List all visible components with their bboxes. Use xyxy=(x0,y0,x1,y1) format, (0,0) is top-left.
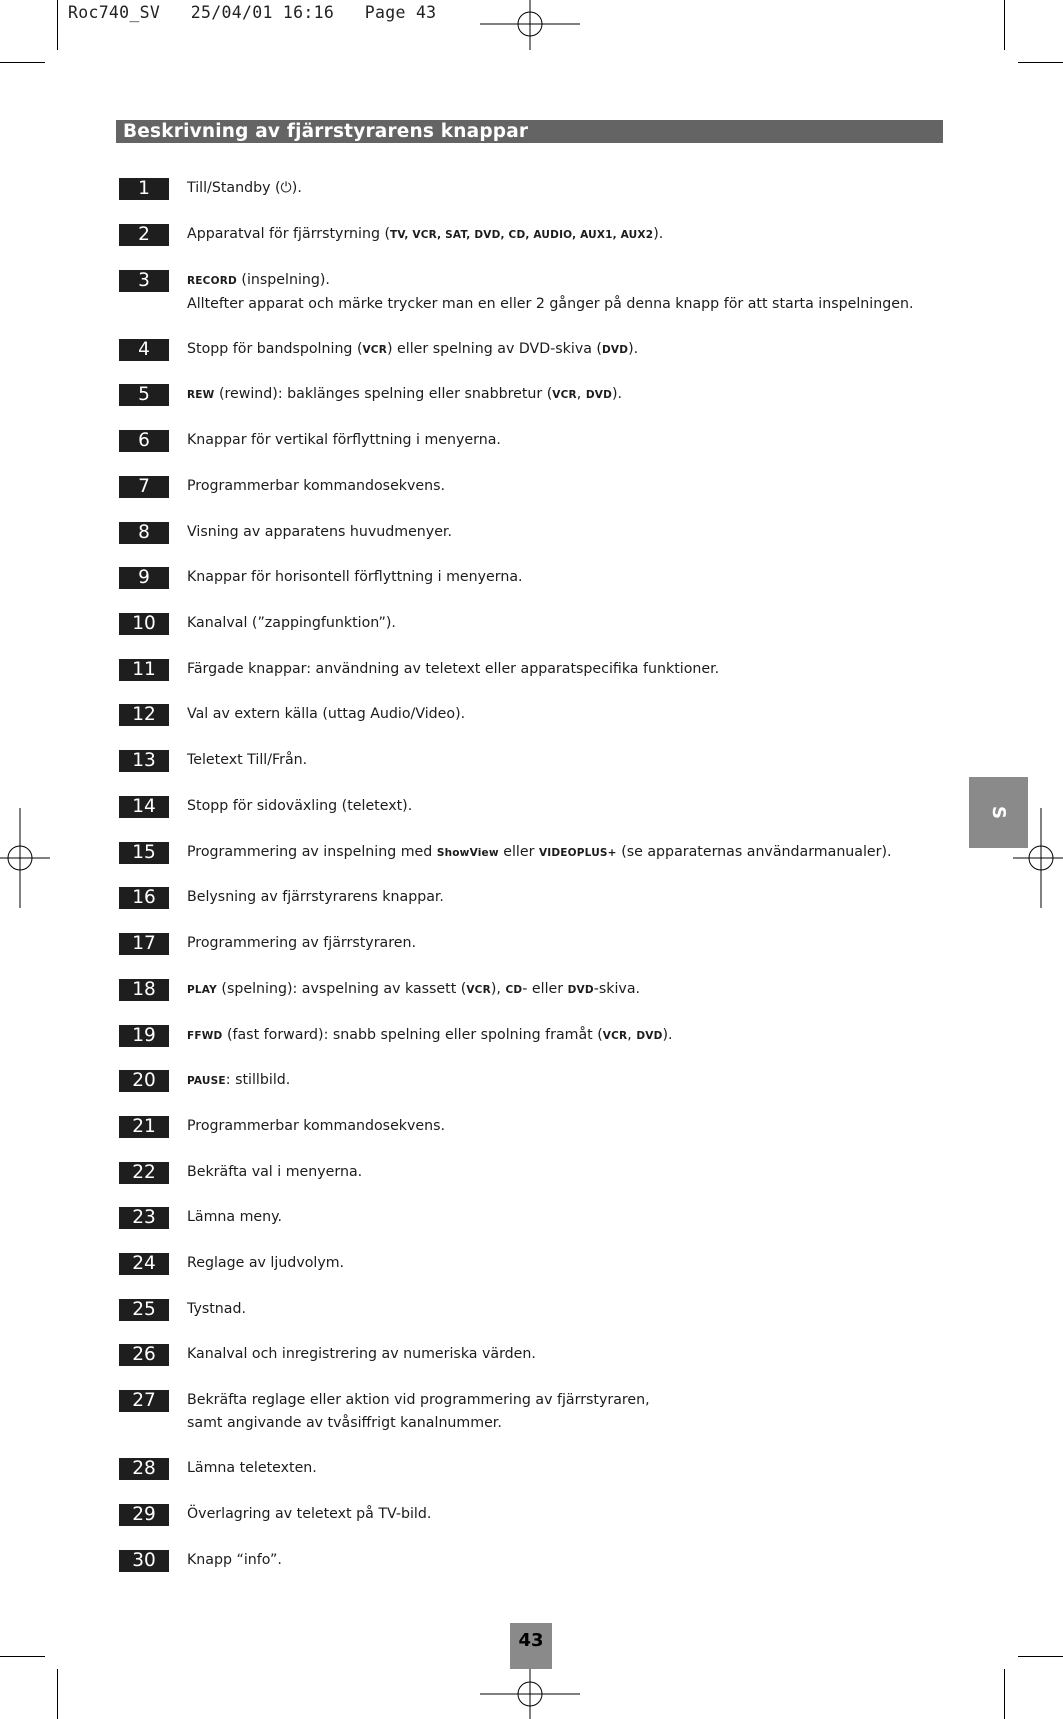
section-title: Beskrivning av fjärrstyrarens knappar xyxy=(116,120,943,143)
description-text: Lämna meny. xyxy=(187,1209,283,1225)
item-description xyxy=(187,1024,673,1048)
crop-mark xyxy=(1004,1669,1005,1719)
item-description-line xyxy=(187,429,501,452)
item-description-line xyxy=(187,1389,650,1412)
description-text: Stopp för bandspolning ( xyxy=(187,341,363,357)
description-text: Teletext Till/Från. xyxy=(187,752,308,768)
side-tab-letter: S xyxy=(988,806,1009,819)
key-name: VCR xyxy=(466,984,491,996)
item-number-badge: 5 xyxy=(119,384,169,406)
description-text: (inspelning). xyxy=(236,272,330,288)
description-text: ). xyxy=(291,180,302,196)
crop-mark xyxy=(57,1669,58,1719)
description-text: ) eller spelning av DVD-skiva ( xyxy=(387,341,602,357)
description-text: Bekräfta reglage eller aktion vid programmering av fjärrstyraren, xyxy=(187,1392,650,1408)
item-description xyxy=(187,1298,246,1321)
description-text: Reglage av ljudvolym. xyxy=(187,1255,345,1271)
description-text: , xyxy=(627,1027,637,1043)
item-number-badge: 16 xyxy=(119,887,169,909)
item-number-badge: 24 xyxy=(119,1253,169,1275)
item-number-badge: 15 xyxy=(119,842,169,864)
description-text: Val av extern källa (uttag Audio/Video). xyxy=(187,706,466,722)
description-text: Kanalval och inregistrering av numeriska värden. xyxy=(187,1346,536,1362)
crop-mark xyxy=(0,62,45,63)
item-description-line xyxy=(187,1252,344,1275)
crop-mark xyxy=(1018,1656,1063,1657)
description-text: (se apparaternas användarmanualer). xyxy=(616,844,892,860)
key-name: RECORD xyxy=(187,275,237,287)
item-description-line xyxy=(187,932,416,955)
crop-mark xyxy=(57,0,58,50)
item-description-line xyxy=(187,1549,282,1572)
description-text: Programmering av inspelning med xyxy=(187,844,437,860)
item-description xyxy=(187,795,412,818)
description-text: Knappar för vertikal förflyttning i menyerna. xyxy=(187,432,501,448)
item-description xyxy=(187,566,523,589)
item-number-badge: 13 xyxy=(119,750,169,772)
item-description xyxy=(187,429,501,452)
item-description xyxy=(187,1069,290,1093)
description-text: - eller xyxy=(522,981,568,997)
item-description xyxy=(187,1503,431,1526)
key-name: DVD xyxy=(636,1030,663,1042)
item-number-badge: 12 xyxy=(119,704,169,726)
item-description xyxy=(187,269,913,316)
description-text: Lämna teletexten. xyxy=(187,1460,317,1476)
item-description-line xyxy=(187,886,444,909)
description-text: ). xyxy=(662,1027,673,1043)
description-text: Knappar för horisontell förflyttning i menyerna. xyxy=(187,569,523,585)
item-number-badge: 17 xyxy=(119,933,169,955)
item-number-badge: 11 xyxy=(119,659,169,681)
description-text: Stopp för sidoväxling (teletext). xyxy=(187,798,413,814)
item-description-line xyxy=(187,1115,445,1138)
description-text: Programmerbar kommandosekvens. xyxy=(187,478,446,494)
item-description-line xyxy=(187,269,913,293)
item-description-line xyxy=(187,795,412,818)
item-description xyxy=(187,749,307,772)
item-number-badge: 10 xyxy=(119,613,169,635)
item-description xyxy=(187,978,640,1002)
key-name: VIDEOPLUS+ xyxy=(538,847,617,859)
key-name: DVD xyxy=(601,344,629,356)
description-text: Tystnad. xyxy=(187,1301,247,1317)
registration-mark-bottom xyxy=(480,1669,580,1719)
item-number-badge: 3 xyxy=(119,270,169,292)
item-description-line xyxy=(187,1343,536,1366)
item-number-badge: 18 xyxy=(119,979,169,1001)
item-description-line xyxy=(187,223,663,247)
item-description xyxy=(187,932,416,955)
item-description-line xyxy=(187,566,523,589)
item-description-line xyxy=(187,1069,290,1093)
item-description-line xyxy=(187,749,307,772)
item-description-line xyxy=(187,338,638,362)
description-text: (rewind): baklänges spelning eller snabbretur ( xyxy=(214,386,553,402)
description-text: Färgade knappar: användning av teletext eller apparatspecifika funktioner. xyxy=(187,661,720,677)
item-description-line xyxy=(187,658,719,681)
description-text: Bekräfta val i menyerna. xyxy=(187,1164,363,1180)
item-number-badge: 20 xyxy=(119,1070,169,1092)
crop-mark xyxy=(0,1656,45,1657)
item-description xyxy=(187,703,465,726)
item-description-line xyxy=(187,1161,362,1184)
item-description xyxy=(187,475,445,498)
item-description-line xyxy=(187,703,465,726)
description-text: eller xyxy=(498,844,539,860)
item-description-line xyxy=(187,978,640,1002)
item-description-line xyxy=(187,1024,673,1048)
item-description xyxy=(187,177,302,200)
registration-mark-top xyxy=(480,0,580,50)
item-description xyxy=(187,841,892,865)
description-text: Programmering av fjärrstyraren. xyxy=(187,935,416,951)
item-description xyxy=(187,658,719,681)
description-text: Till/Standby ( xyxy=(187,180,281,196)
description-text: , xyxy=(576,386,586,402)
item-description-line: Alltefter apparat och märke trycker man en eller 2 gånger på denna knapp för att starta inspelningen. xyxy=(187,296,914,312)
header-slug: Roc740_SV 25/04/01 16:16 Page 43 xyxy=(68,3,437,22)
description-text: Kanalval (”zappingfunktion”). xyxy=(187,615,396,631)
key-name: REW xyxy=(187,389,215,401)
item-description-line: samt angivande av tvåsiffrigt kanalnummer. xyxy=(187,1415,502,1431)
item-description xyxy=(187,521,452,544)
description-text: ⏻ xyxy=(280,180,292,196)
description-text: ). xyxy=(628,341,639,357)
key-name: TV, VCR, SAT, DVD, CD, AUDIO, AUX1, AUX2 xyxy=(390,229,654,241)
item-description-line xyxy=(187,1457,317,1480)
key-name: CD xyxy=(505,984,523,996)
key-name: DVD xyxy=(567,984,594,996)
key-name: FFWD xyxy=(187,1030,223,1042)
item-description xyxy=(187,1343,536,1366)
item-number-badge: 7 xyxy=(119,476,169,498)
item-number-badge: 26 xyxy=(119,1344,169,1366)
item-description xyxy=(187,612,396,635)
item-description xyxy=(187,1457,317,1480)
item-description xyxy=(187,1115,445,1138)
key-name: VCR xyxy=(552,389,577,401)
item-description-line xyxy=(187,1503,431,1526)
item-description-line xyxy=(187,383,622,407)
page-number: 43 xyxy=(510,1623,552,1669)
item-description-line xyxy=(187,1206,282,1229)
item-number-badge: 27 xyxy=(119,1390,169,1412)
item-number-badge: 30 xyxy=(119,1550,169,1572)
item-description xyxy=(187,886,444,909)
item-description xyxy=(187,223,663,247)
item-description xyxy=(187,338,638,362)
description-text: ). xyxy=(653,226,664,242)
item-description-line xyxy=(187,841,892,865)
item-description-line xyxy=(187,475,445,498)
item-number-badge: 23 xyxy=(119,1207,169,1229)
description-text: Knapp “info”. xyxy=(187,1552,282,1568)
item-number-badge: 4 xyxy=(119,339,169,361)
item-description xyxy=(187,1549,282,1572)
description-text: Överlagring av teletext på TV-bild. xyxy=(187,1506,432,1522)
key-name: VCR xyxy=(362,344,388,356)
description-text: ), xyxy=(490,981,506,997)
item-number-badge: 25 xyxy=(119,1299,169,1321)
item-number-badge: 8 xyxy=(119,522,169,544)
item-number-badge: 6 xyxy=(119,430,169,452)
crop-mark xyxy=(1004,0,1005,50)
item-description-line xyxy=(187,612,396,635)
item-description xyxy=(187,1389,650,1435)
language-side-tab xyxy=(969,777,1028,848)
registration-mark-left xyxy=(0,808,50,908)
item-description xyxy=(187,383,622,407)
key-name: PAUSE xyxy=(187,1075,226,1087)
item-number-badge: 9 xyxy=(119,567,169,589)
description-text: Visning av apparatens huvudmenyer. xyxy=(187,524,452,540)
key-name: DVD xyxy=(585,389,612,401)
item-description xyxy=(187,1206,282,1229)
item-description xyxy=(187,1252,344,1275)
item-number-badge: 1 xyxy=(119,178,169,200)
item-number-badge: 14 xyxy=(119,796,169,818)
item-number-badge: 21 xyxy=(119,1116,169,1138)
key-name: PLAY xyxy=(187,984,217,996)
item-number-badge: 2 xyxy=(119,224,169,246)
item-number-badge: 28 xyxy=(119,1458,169,1480)
key-name: ShowView xyxy=(436,847,499,859)
description-text: : stillbild. xyxy=(225,1072,291,1088)
item-description-line xyxy=(187,177,302,200)
description-text: ). xyxy=(612,386,623,402)
description-text: -skiva. xyxy=(593,981,641,997)
item-number-badge: 22 xyxy=(119,1162,169,1184)
crop-mark xyxy=(1018,62,1063,63)
description-text: (spelning): avspelning av kassett ( xyxy=(216,981,467,997)
key-name: VCR xyxy=(602,1030,628,1042)
item-number-badge: 29 xyxy=(119,1504,169,1526)
item-description xyxy=(187,1161,362,1184)
item-description-line xyxy=(187,521,452,544)
description-text: Apparatval för fjärrstyrning ( xyxy=(187,226,391,242)
item-description-line xyxy=(187,1298,246,1321)
item-number-badge: 19 xyxy=(119,1025,169,1047)
description-text: (fast forward): snabb spelning eller spolning framåt ( xyxy=(222,1027,603,1043)
description-text: Programmerbar kommandosekvens. xyxy=(187,1118,446,1134)
description-text: Belysning av fjärrstyrarens knappar. xyxy=(187,889,444,905)
